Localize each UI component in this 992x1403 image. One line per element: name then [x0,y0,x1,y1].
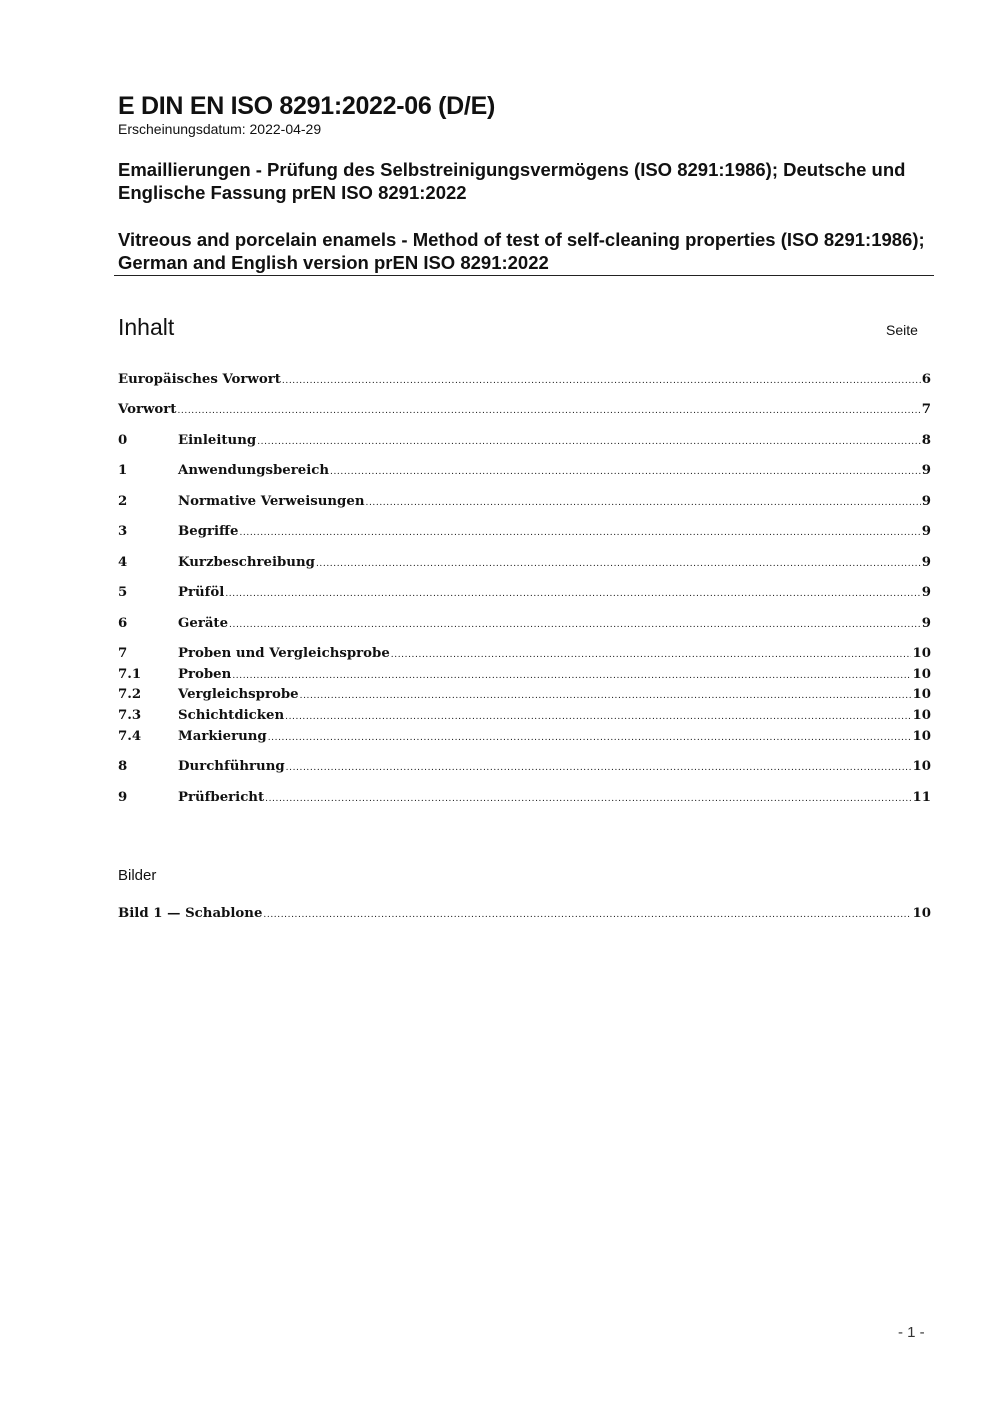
figure-entry-bild-1[interactable] [118,906,931,921]
toc-entry-title: Geräte [178,616,229,631]
toc-entry-6[interactable] [118,616,931,631]
toc-entry-number: 7.4 [118,729,142,744]
toc-entry-title: Normative Verweisungen [178,494,365,509]
toc-entry-page: 10 [912,729,931,744]
toc-entry-page: 9 [921,555,931,570]
toc-entry-page: 9 [921,494,931,509]
toc-entry-number: 7.2 [118,687,142,702]
toc-entry-title: Proben und Vergleichsprobe [178,646,390,661]
toc-entry-number: 8 [118,759,128,774]
toc-entry-page: 10 [912,708,931,723]
toc-entry-number: 7.1 [118,667,142,682]
title-english: Vitreous and porcelain enamels - Method of test of self-cleaning properties (ISO 8291:1986); German and English version prEN ISO 8291:2022 [118,229,925,273]
toc-entry-number: 2 [118,494,128,509]
toc-leader-dots [282,376,921,386]
toc-entry-page: 8 [921,433,931,448]
toc-entry-title: Anwendungsbereich [178,463,330,478]
header-divider [114,275,934,276]
toc-leader-dots [268,733,912,743]
toc-entry-9[interactable] [118,790,931,805]
toc-entry-page: 9 [921,463,931,478]
toc-entry-vorwort[interactable] [118,402,931,417]
publication-date: Erscheinungsdatum: 2022-04-29 [118,121,322,137]
toc-entry-0[interactable] [118,433,931,448]
toc-leader-dots [263,910,911,920]
toc-leader-dots [391,650,912,660]
toc-entry-page: 10 [912,687,931,702]
toc-leader-dots [239,528,920,538]
toc-entry-title: Prüföl [178,585,225,600]
toc-leader-dots [285,712,911,722]
toc-entry-title: Vergleichsprobe [178,687,299,702]
toc-leader-dots [316,559,921,569]
toc-entry-number: 7 [118,646,128,661]
toc-entry-7-3[interactable] [118,708,931,723]
toc-leader-dots [366,498,921,508]
figure-entry-title: Bild 1 — Schablone [118,906,263,921]
title-german: Emaillierungen - Prüfung des Selbstreinigungsvermögens (ISO 8291:1986); Deutsche und Englische Fassung prEN ISO 8291:2022 [118,159,906,203]
toc-entry-page: 9 [921,524,931,539]
toc-leader-dots [257,437,921,447]
toc-entry-title: Schichtdicken [178,708,285,723]
toc-entry-page: 9 [921,585,931,600]
toc-entry-title: Prüfbericht [178,790,265,805]
toc-leader-dots [232,671,911,681]
toc-entry-page: 7 [921,402,931,417]
toc-entry-7[interactable] [118,646,931,661]
toc-entry-number: 1 [118,463,128,478]
toc-entry-title: Europäisches Vorwort [118,372,281,387]
toc-entry-page: 10 [912,759,931,774]
toc-entry-3[interactable] [118,524,931,539]
toc-entry-5[interactable] [118,585,931,600]
toc-entry-page: 11 [912,790,931,805]
document-title: E DIN EN ISO 8291:2022-06 (D/E) [118,92,495,120]
toc-heading: Inhalt [118,314,175,340]
figure-entry-page: 10 [912,906,931,921]
toc-entry-8[interactable] [118,759,931,774]
toc-leader-dots [177,406,920,416]
toc-entry-page: 6 [921,372,931,387]
toc-leader-dots [330,467,921,477]
toc-entry-number: 9 [118,790,128,805]
toc-entry-page: 9 [921,616,931,631]
toc-entry-number: 5 [118,585,128,600]
toc-entry-number: 3 [118,524,128,539]
toc-leader-dots [229,620,921,630]
figures-heading: Bilder [118,867,157,884]
toc-entry-1[interactable] [118,463,931,478]
toc-entry-number: 7.3 [118,708,142,723]
toc-entry-title: Einleitung [178,433,257,448]
toc-entry-number: 6 [118,616,128,631]
toc-leader-dots [225,589,920,599]
toc-leader-dots [265,794,911,804]
toc-entry-page: 10 [912,646,931,661]
toc-leader-dots [286,763,912,773]
toc-entry-4[interactable] [118,555,931,570]
toc-entry-page: 10 [912,667,931,682]
toc-entry-2[interactable] [118,494,931,509]
toc-entry-title: Kurzbeschreibung [178,555,315,570]
toc-leader-dots [300,691,912,701]
toc-entry-number: 4 [118,555,128,570]
toc-entry-7-1[interactable] [118,667,931,682]
toc-entry-title: Markierung [178,729,267,744]
toc-page-column-label: Seite [886,322,918,338]
toc-entry-europaeisches-vorwort[interactable] [118,372,931,387]
toc-entry-title: Durchführung [178,759,285,774]
toc-entry-number: 0 [118,433,128,448]
toc-entry-title: Begriffe [178,524,239,539]
toc-entry-7-2[interactable] [118,687,931,702]
toc-entry-title: Proben [178,667,232,682]
toc-entry-7-4[interactable] [118,729,931,744]
page-number: - 1 - [898,1324,925,1341]
toc-entry-title: Vorwort [118,402,177,417]
